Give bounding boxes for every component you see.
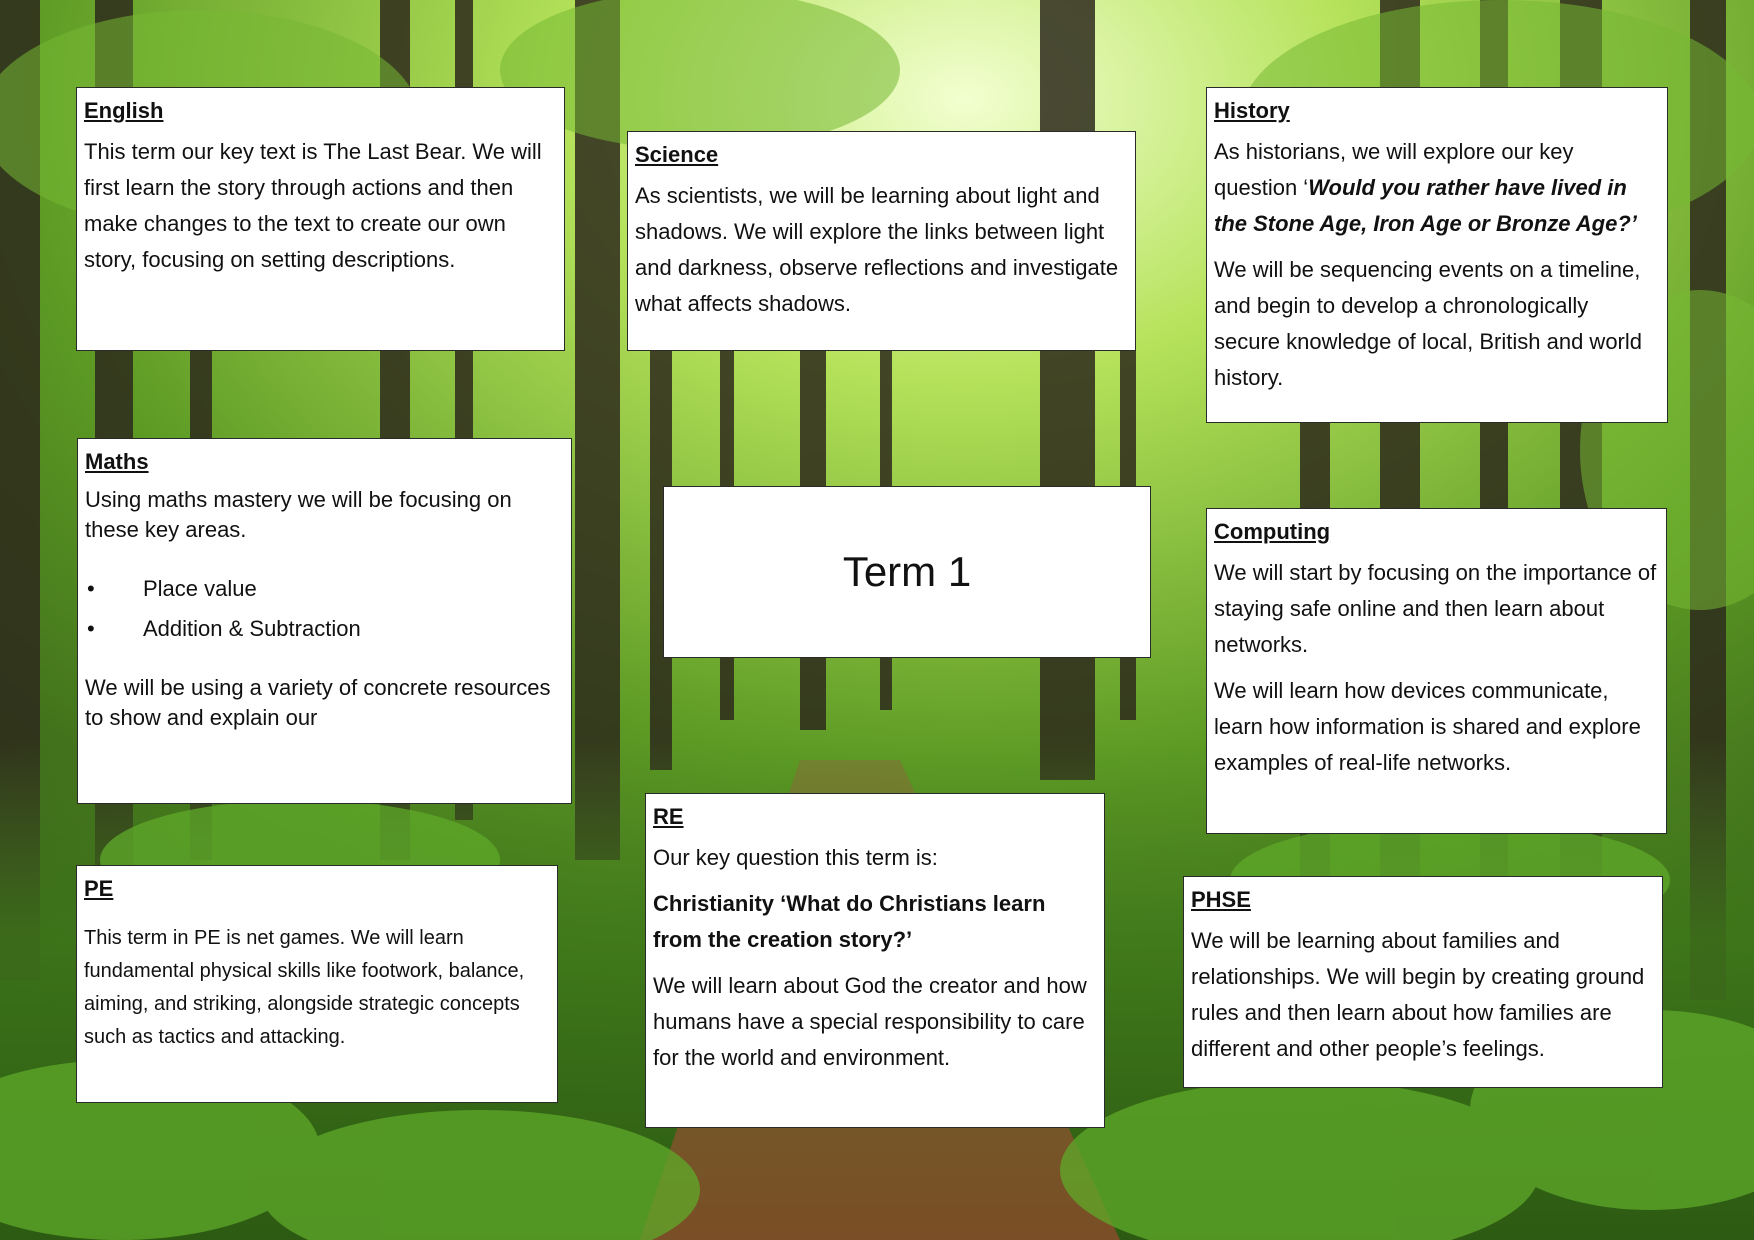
- term-title-panel: [663, 486, 1151, 658]
- pe-panel: [76, 865, 558, 1103]
- history-body: We will be sequencing events on a timeline, and begin to develop a chronologically secure knowledge of local, British and world history.: [1214, 257, 1643, 390]
- computing-body-1: We will start by focusing on the importance of staying safe online and then learn about networks.: [1214, 560, 1657, 657]
- english-heading: English: [84, 98, 164, 123]
- science-heading: Science: [635, 142, 719, 167]
- history-question-line: [1214, 134, 1660, 242]
- maths-heading: Maths: [85, 449, 149, 474]
- maths-key-area-item: • Place value: [85, 569, 564, 609]
- computing-heading: Computing: [1214, 519, 1331, 544]
- pe-body: This term in PE is net games. We will learn fundamental physical skills like footwork, balance, aiming, and striking, alongside strategic concepts such as tactics and attacking.: [84, 927, 525, 1048]
- history-intro: As historians, we will explore our key question ‘: [1214, 139, 1574, 200]
- re-panel: [645, 793, 1105, 1128]
- phse-body: We will be learning about families and relationships. We will begin by creating ground rules and then learn about how families are different and other people’s feelings.: [1191, 928, 1645, 1061]
- re-intro: Our key question this term is:: [653, 845, 938, 870]
- maths-intro: Using maths mastery we will be focusing on these key areas.: [85, 487, 512, 542]
- re-body: We will learn about God the creator and how humans have a special responsibility to care for the world and environment.: [653, 973, 1087, 1070]
- computing-panel: [1206, 508, 1667, 834]
- re-key-question: Christianity ‘What do Christians learn from the creation story?’: [653, 891, 1046, 952]
- science-panel: [627, 131, 1136, 351]
- re-heading: RE: [653, 804, 684, 829]
- phse-panel: [1183, 876, 1663, 1088]
- maths-panel: [77, 438, 572, 804]
- maths-key-area-item: • Addition & Subtraction: [85, 609, 564, 649]
- pe-heading: PE: [84, 876, 114, 901]
- term-title: Term 1: [842, 548, 972, 595]
- computing-body-2: We will learn how devices communicate, learn how information is shared and explore examples of real-life networks.: [1214, 678, 1641, 775]
- history-key-question: Would you rather have lived in the Stone Age, Iron Age or Bronze Age?’: [1214, 175, 1637, 236]
- science-body: As scientists, we will be learning about light and shadows. We will explore the links between light and darkness, observe reflections and investigate what affects shadows.: [635, 183, 1119, 316]
- history-heading: History: [1214, 98, 1290, 123]
- english-body: This term our key text is The Last Bear. We will first learn the story through actions and then make changes to the text to create our own story, focusing on setting descriptions.: [84, 139, 542, 272]
- maths-body: We will be using a variety of concrete resources to show and explain our: [85, 675, 551, 730]
- history-panel: [1206, 87, 1668, 423]
- phse-heading: PHSE: [1191, 887, 1251, 912]
- maths-key-areas-list: [85, 569, 564, 649]
- english-panel: [76, 87, 565, 351]
